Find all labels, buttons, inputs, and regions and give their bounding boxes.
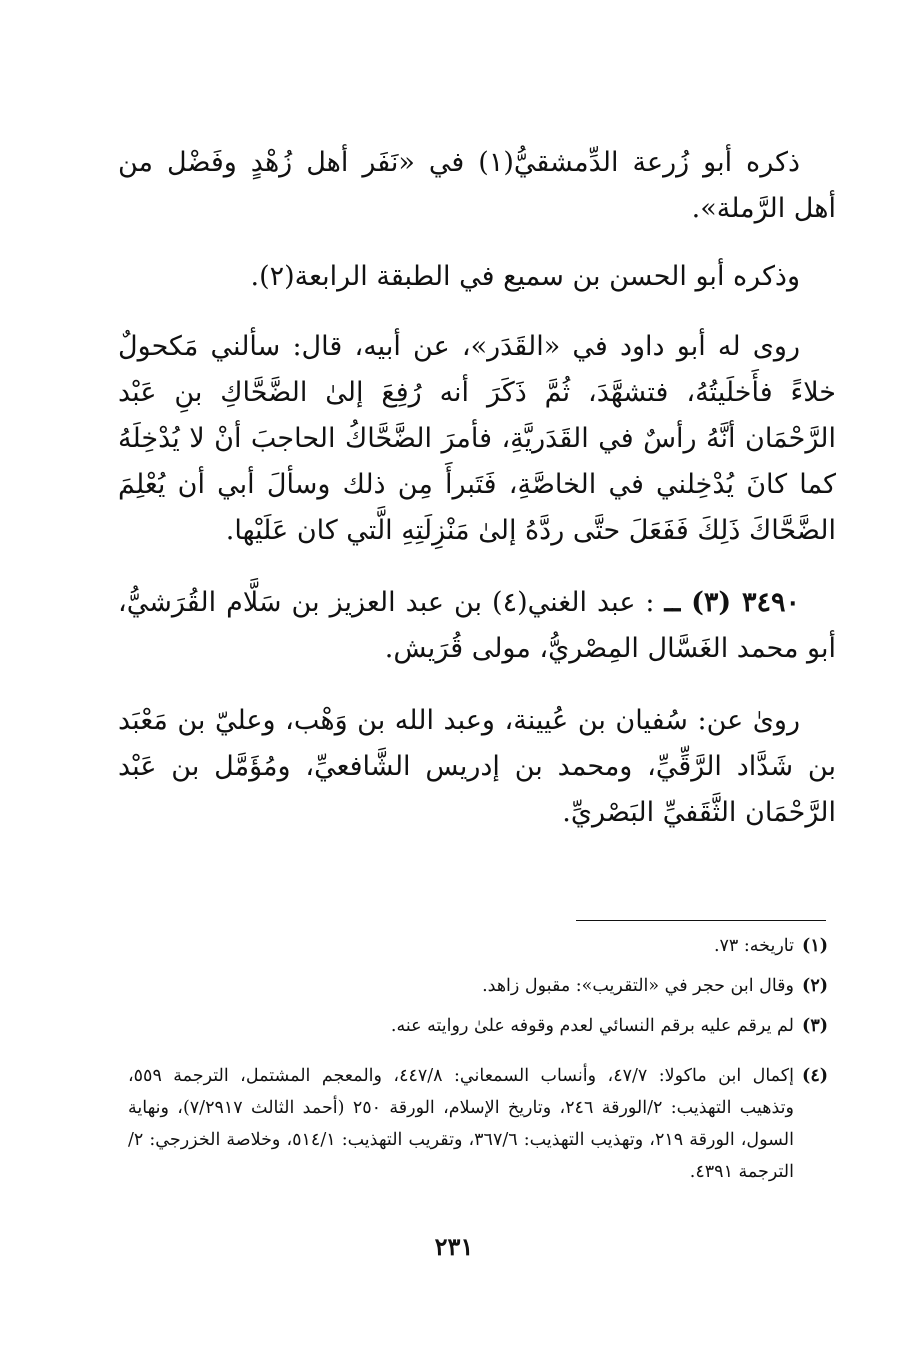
footnote-mark: (٤) <box>802 1066 828 1086</box>
footnote-text: وقال ابن حجر في «التقريب»: مقبول زاهد. <box>482 976 794 996</box>
footnote-text: إكمال ابن ماكولا: ٤٧/٧، وأنساب السمعاني: ٤٤٧/٨، والمعجم المشتمل، الترجمة ٥٥٩، وتذهيب التهذيب: ٢/الورقة ٢٤٦، وتاريخ الإسلام، الورقة ٢٥٠ (أحمد الثالث ٧/٢٩١٧)، ونهاية السول، الورقة ٢١٩، وتهذيب التهذيب: ٣٦٧/٦، وتقريب التهذيب: ٥١٤/١، وخلاصة الخزرجي: ٢/الترجمة ٤٣٩١. <box>128 1066 794 1182</box>
page-number: ٢٣١ <box>434 1232 474 1261</box>
paragraph-ibn-sumay: وذكره أبو الحسن بن سميع في الطبقة الرابعة(٢). <box>250 261 800 292</box>
paragraph-abu-zura: ذكره أبو زُرعة الدِّمشقيُّ(١) في «نَفَر أهل زُهْدٍ وفَضْل من أهل الرَّملة». <box>118 147 836 224</box>
footnote-mark: (٢) <box>802 976 828 996</box>
footnote-divider <box>576 920 826 921</box>
footnote-mark: (٣) <box>802 1016 828 1036</box>
main-text-block <box>118 140 836 836</box>
footnote-2 <box>128 970 828 1002</box>
footnotes-block <box>128 930 828 1188</box>
footnote-text: تاريخه: ٧٣. <box>713 936 794 956</box>
entry-heading-text: : عبد الغني(٤) بن عبد العزيز بن سَلَّام القُرَشيُّ، أبو محمد الغَسَّال المِصْريُّ، مولى قُرَيش. <box>118 587 836 664</box>
entry-number: ٣٤٩٠ (٣) ــ <box>664 587 800 618</box>
footnote-text: لم يرقم عليه برقم النسائي لعدم وقوفه علىٰ روايته عنه. <box>390 1016 794 1036</box>
footnote-3 <box>128 1010 828 1042</box>
paragraph-narrated-from: روىٰ عن: سُفيان بن عُيينة، وعبد الله بن وَهْب، وعليّ بن مَعْبَد بن شَدَّاد الرَّقِّيِّ، ومحمد بن إدريس الشَّافعيِّ، ومُؤَمَّل بن عَبْد الرَّحْمَان الثَّقَفيِّ البَصْريِّ. <box>118 705 836 828</box>
footnote-mark: (١) <box>802 936 828 956</box>
footnote-1 <box>128 930 828 962</box>
paragraph-abu-dawud-narration: روى له أبو داود في «القَدَر»، عن أبيه، قال: سألني مَكحولٌ خلاءً فأَخلَيتُهُ، فتشهَّدَ، ثُمَّ ذَكَرَ أنه رُفِعَ إلىٰ الضَّحَّاكِ بنِ عَبْد الرَّحْمَان أنَّهُ رأسٌ في القَدَريَّةِ، فأمرَ الضَّحَّاكُ الحاجبَ أنْ لا يُدْخِلَهُ كما كانَ يُدْخِلني في الخاصَّةِ، فَتَبرأَ مِن ذلك وسألَ أبي أن يُعْلِمَ الضَّحَّاكَ ذَلِكَ فَفَعَلَ حتَّى ردَّهُ إلىٰ مَنْزِلَتِهِ الَّتي كان عَلَيْها. <box>118 331 836 546</box>
entry-heading-paragraph <box>118 580 836 672</box>
footnote-4 <box>128 1060 828 1188</box>
